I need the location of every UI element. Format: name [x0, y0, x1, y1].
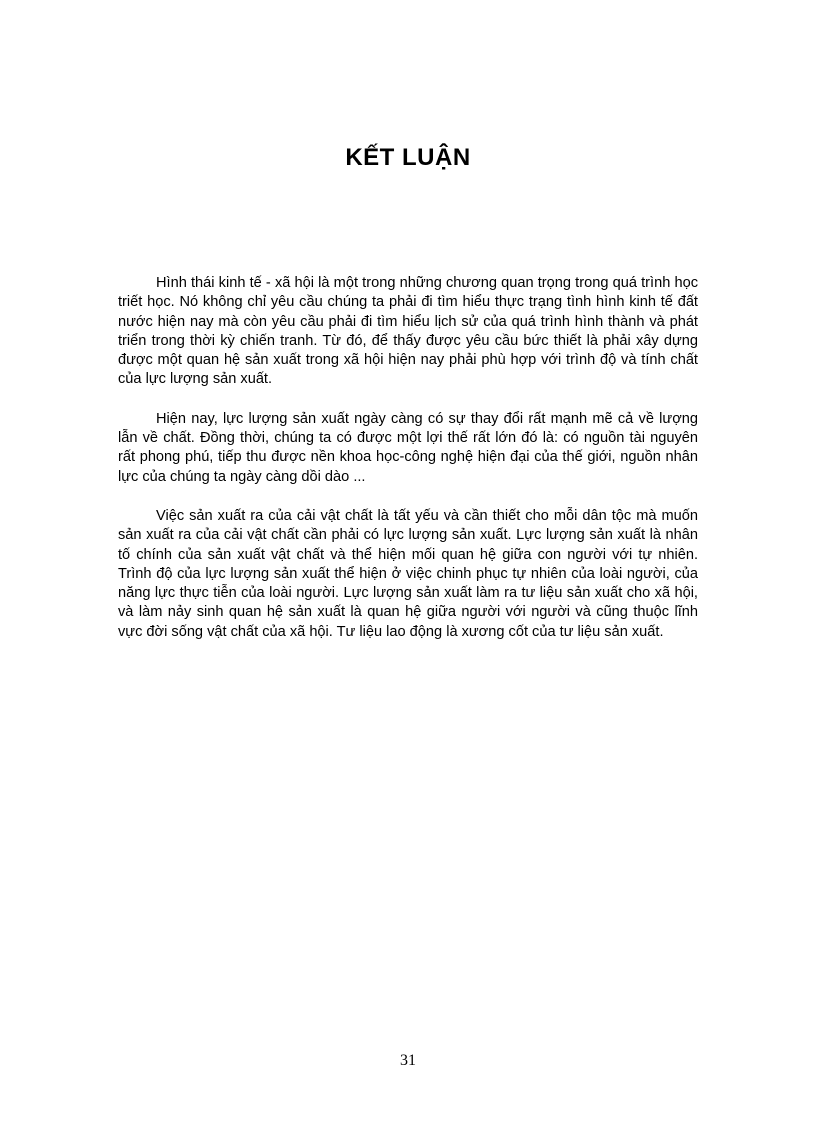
paragraph-2: Hiện nay, lực lượng sản xuất ngày càng có sự thay đổi rất mạnh mẽ cả về lượng lẫn về chất. Đồng thời, chúng ta có được một lợi thế rất lớn đó là: có nguồn tài nguyên rất phong phú, tiếp thu được nền khoa học-công nghệ hiện đại của thế giới, nguồn nhân lực của chúng ta ngày càng dồi dào ...	[118, 410, 698, 485]
document-body	[118, 274, 698, 662]
paragraph-3: Việc sản xuất ra của cải vật chất là tất yếu và cần thiết cho mỗi dân tộc mà muốn sản xuất ra của cải vật chất cần phải có lực lượng sản xuất. Lực lượng sản xuất là nhân tố chính của sản xuất vật chất và thể hiện mối quan hệ giữa con người với tự nhiên. Trình độ của lực lượng sản xuất thể hiện ở việc chinh phục tự nhiên của loài người, của năng lực thực tiễn của loài người. Lực lượng sản xuất làm ra tư liệu sản xuất cho xã hội, và làm nảy sinh quan hệ sản xuất là quan hệ giữa người với người và cũng thuộc lĩnh vực đời sống vật chất của xã hội. Tư liệu lao động là xương cốt của tư liệu sản xuất.	[118, 507, 698, 640]
paragraph-1: Hình thái kinh tế - xã hội là một trong những chương quan trọng trong quá trình học triết học. Nó không chỉ yêu cầu chúng ta phải đi tìm hiểu thực trạng tình hình kinh tế đất nước hiện nay mà còn yêu cầu phải đi tìm hiểu lịch sử của quá trình hình thành và phát triển trong thời kỳ chiến tranh. Từ đó, để thấy được yêu cầu bức thiết là phải xây dựng được một quan hệ sản xuất trong xã hội hiện nay phải phù hợp với trình độ và tính chất của lực lượng sản xuất.	[118, 275, 698, 388]
page-title: KẾT LUẬN	[345, 144, 471, 171]
page-number: 31	[400, 1052, 416, 1069]
